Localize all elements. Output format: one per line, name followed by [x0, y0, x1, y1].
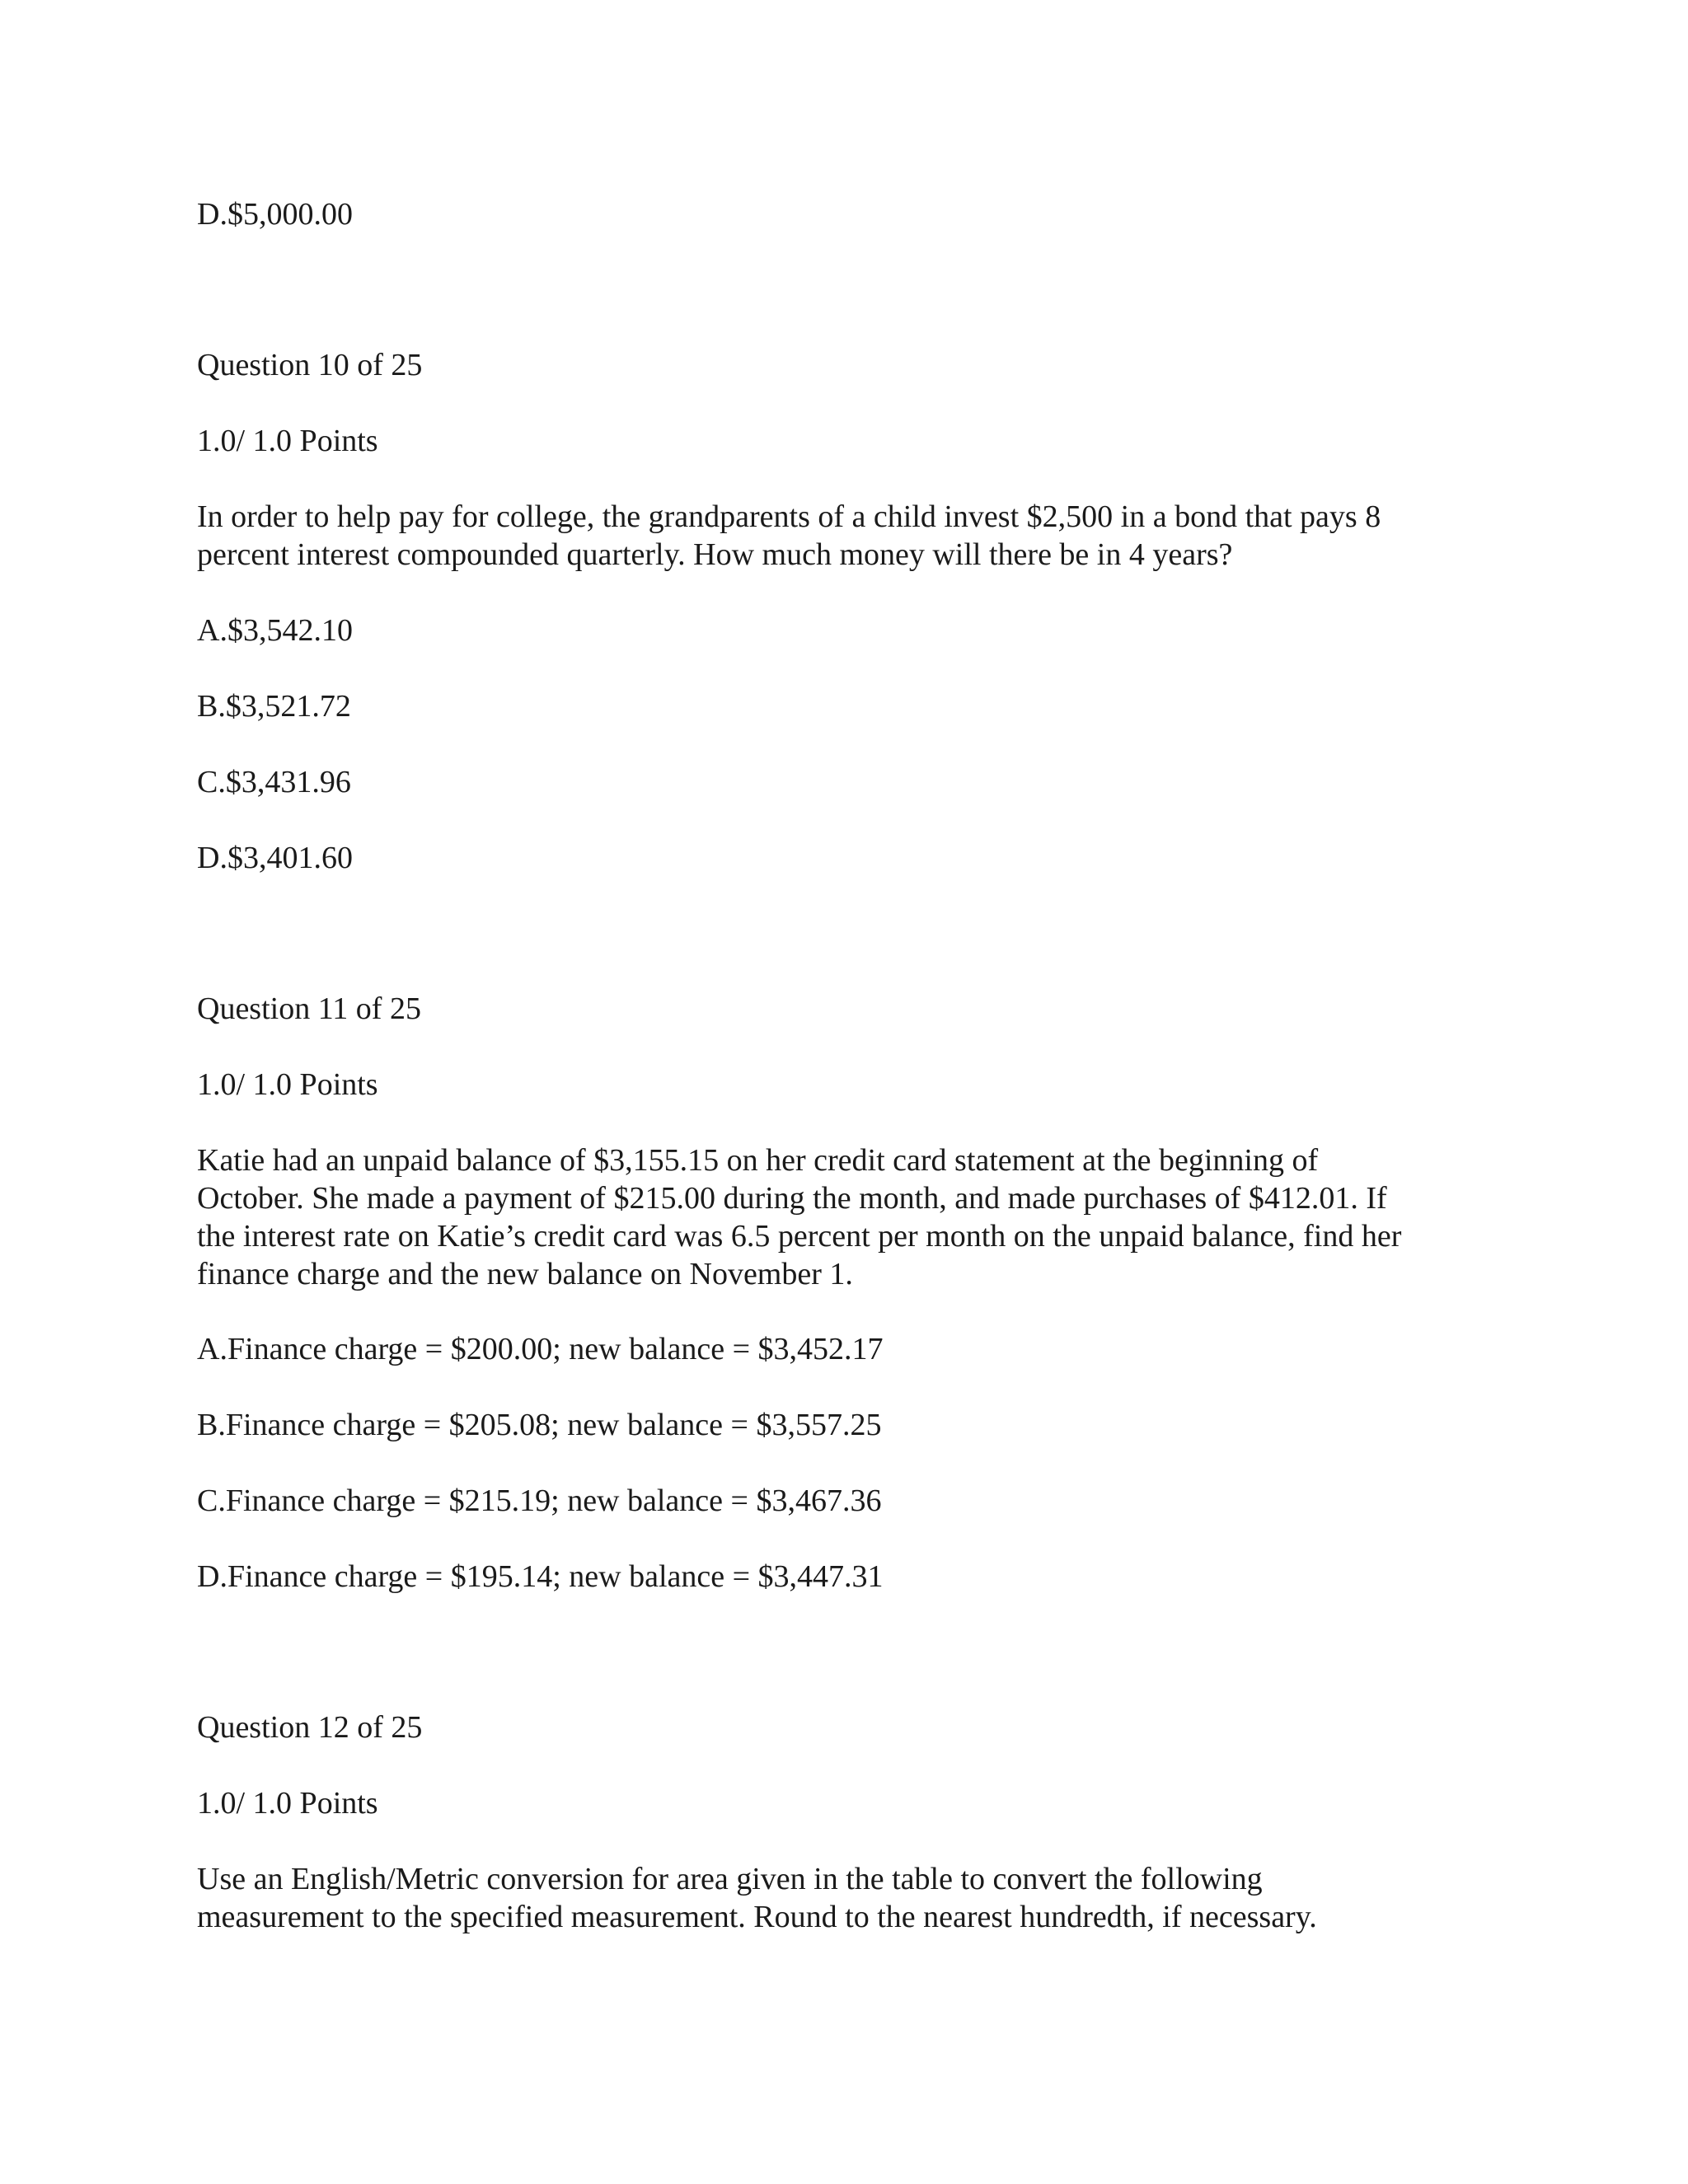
question-10-option-b: B.$3,521.72 — [197, 689, 351, 724]
question-10-option-d: D.$3,401.60 — [197, 841, 353, 875]
question-10-text-line: percent interest compounded quarterly. How much money will there be in 4 years? — [197, 537, 1233, 572]
question-11-points: 1.0/ 1.0 Points — [197, 1067, 378, 1102]
question-10-text-line: In order to help pay for college, the grandparents of a child invest $2,500 in a bond that pays 8 — [197, 499, 1381, 534]
prev-answer-option-d: D.$5,000.00 — [197, 197, 353, 232]
question-11-option-a: A.Finance charge = $200.00; new balance = $3,452.17 — [197, 1332, 884, 1366]
question-12-text-line: Use an English/Metric conversion for area given in the table to convert the following — [197, 1862, 1263, 1896]
question-12-points: 1.0/ 1.0 Points — [197, 1786, 378, 1821]
question-12-header: Question 12 of 25 — [197, 1710, 423, 1745]
question-11-option-c: C.Finance charge = $215.19; new balance = $3,467.36 — [197, 1483, 882, 1518]
question-11-option-b: B.Finance charge = $205.08; new balance = $3,557.25 — [197, 1408, 882, 1442]
question-11-option-d: D.Finance charge = $195.14; new balance = $3,447.31 — [197, 1559, 884, 1594]
question-11-header: Question 11 of 25 — [197, 991, 421, 1026]
question-11-text-line: finance charge and the new balance on November 1. — [197, 1257, 853, 1291]
question-12-text-line: measurement to the specified measurement. Round to the nearest hundredth, if necessary. — [197, 1900, 1317, 1934]
question-11-text-line: the interest rate on Katie’s credit card was 6.5 percent per month on the unpaid balance, find her — [197, 1219, 1402, 1254]
question-10-header: Question 10 of 25 — [197, 348, 423, 382]
question-10-text — [197, 498, 1483, 574]
question-11-text — [197, 1141, 1483, 1293]
question-10-points: 1.0/ 1.0 Points — [197, 424, 378, 458]
question-10-option-a: A.$3,542.10 — [197, 613, 353, 648]
question-11-text-line: October. She made a payment of $215.00 during the month, and made purchases of $412.01. If — [197, 1181, 1387, 1216]
question-10-option-c: C.$3,431.96 — [197, 765, 351, 799]
question-12-text — [197, 1860, 1483, 1936]
question-11-text-line: Katie had an unpaid balance of $3,155.15 on her credit card statement at the beginning of — [197, 1143, 1319, 1178]
